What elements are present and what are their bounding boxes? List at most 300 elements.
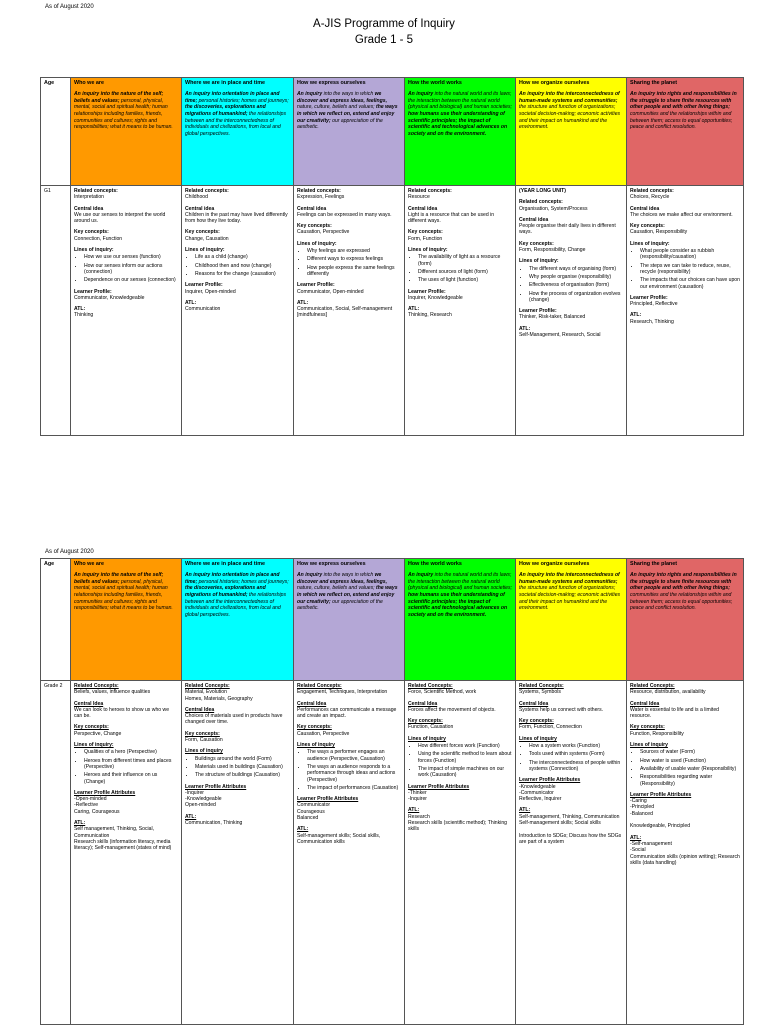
section-text: Choices of materials used in products have changed over time.	[185, 713, 283, 726]
date-stamp-top: As of August 2020	[45, 4, 94, 10]
section-heading: Central idea	[185, 205, 215, 212]
theme-description-part: we discover and express ideas, feelings,	[297, 91, 388, 104]
theme-description-part: An inquiry into rights and responsibilities in the struggle to share finite resources with other people and with other living things;	[630, 91, 737, 111]
theme-header	[294, 78, 405, 186]
section-heading: ATL:	[630, 834, 642, 841]
theme-description-part: the ways in which we reflect on, extend and enjoy our creativity;	[297, 585, 398, 605]
section-heading: Central Idea	[185, 706, 215, 713]
section-heading: ATL:	[408, 807, 420, 814]
list-item: • Heroes from different times and places (Perspective)	[84, 758, 178, 771]
unit-cell	[294, 681, 405, 1025]
theme-description-part: we discover and express ideas, feelings,	[297, 572, 388, 585]
theme-header	[627, 78, 744, 186]
theme-description-part: personal histories; homes and journeys;	[198, 578, 289, 585]
theme-header	[627, 559, 744, 681]
theme-description-part: An inquiry	[408, 91, 435, 98]
theme-description-part: how humans use their understanding of scientific principles; the impact of scientific and technological advances on society and on the environment.	[408, 111, 508, 137]
section-text: Children in the past may have lived differently from how they live today.	[185, 211, 288, 225]
section-heading: ATL:	[408, 306, 420, 313]
grade-label: Grade 2	[41, 681, 71, 1025]
section-heading: Central idea	[74, 205, 104, 212]
section-heading: Learner Profile Attributes	[630, 791, 692, 798]
unit-cell	[71, 186, 182, 436]
section-text: Beliefs, values, influence qualities	[74, 689, 151, 696]
theme-name: Sharing the planet	[630, 561, 678, 567]
section-heading: Central Idea	[408, 700, 438, 707]
theme-name: How we express ourselves	[297, 561, 366, 567]
unit-cell	[627, 681, 744, 1025]
lines-of-inquiry-list	[408, 254, 512, 283]
list-item: • Different sources of light (form)	[418, 269, 512, 275]
section-heading: ATL:	[297, 826, 309, 833]
section-text: -Communicator	[519, 789, 554, 796]
section-text: Reflective, Inquirer	[519, 796, 562, 803]
section-heading: Lines of inquiry	[519, 735, 557, 742]
theme-description	[294, 88, 404, 134]
section-text: Connection, Function	[74, 235, 123, 242]
page-title: A-JIS Programme of Inquiry	[313, 18, 455, 30]
section-text: The choices we make affect our environment.	[630, 211, 733, 218]
section-heading: Key concepts:	[519, 718, 554, 725]
section-heading: Central Idea	[630, 700, 660, 707]
theme-header	[71, 559, 182, 681]
section-text: -Inquirer	[185, 789, 204, 796]
list-item: • What people consider as rubbish (responsibility/causation)	[640, 248, 740, 261]
theme-description	[516, 88, 626, 134]
unit-cell	[627, 186, 744, 436]
section-text: Communication, Thinking	[185, 820, 243, 827]
section-heading: Learner Profile Attributes	[408, 783, 470, 790]
section-heading: Learner Profile:	[297, 282, 335, 289]
section-heading: Key concepts:	[630, 223, 665, 230]
section-text: Communication, Social, Self-management [mindfulness]	[297, 306, 393, 319]
theme-description	[627, 88, 743, 134]
lines-of-inquiry-list	[185, 254, 290, 277]
section-text: -Caring	[630, 798, 647, 805]
section-text: Open-minded	[185, 802, 216, 809]
age-header	[41, 78, 71, 186]
section-heading: Key concepts:	[297, 223, 332, 230]
lines-of-inquiry-list	[519, 266, 623, 303]
theme-description-part: An inquiry into the interconnectedness of human-made systems and communities;	[519, 572, 620, 585]
list-item: • Dependence on our senses (connection)	[84, 277, 178, 283]
section-text: Research, Thinking	[630, 318, 674, 325]
theme-header	[405, 78, 516, 186]
theme-name: Who we are	[74, 561, 104, 567]
section-heading: Related Concepts:	[630, 683, 675, 689]
section-heading: Lines of inquiry:	[74, 247, 114, 254]
list-item: • How a system works (Function)	[529, 743, 623, 749]
section-text: Communicator	[297, 802, 331, 809]
theme-description	[182, 569, 293, 621]
unit-cell	[516, 186, 627, 436]
section-heading: ATL:	[185, 813, 197, 820]
section-text: Forces affect the movement of objects.	[408, 706, 496, 713]
section-heading: Key concepts:	[408, 718, 443, 725]
list-item: • The ways an audience responds to a performance through ideas and actions (Perspective)	[307, 764, 401, 783]
section-text: Childhood	[185, 194, 208, 201]
section-heading: Learner Profile Attributes	[74, 789, 136, 796]
list-item: • How the process of organization evolves (change)	[529, 291, 623, 304]
section-heading: Learner Profile Attributes	[519, 777, 581, 784]
section-heading: Lines of inquiry:	[408, 247, 448, 254]
theme-description-part: into the ways in which	[323, 91, 375, 98]
section-text: -Principled	[630, 804, 655, 811]
section-heading: Central Idea	[519, 700, 549, 707]
section-heading: Related Concepts:	[185, 683, 230, 689]
theme-description-part: how humans use their understanding of scientific principles; the impact of scientific and technological advances on society and on the environment.	[408, 592, 508, 618]
theme-header	[516, 78, 627, 186]
page-subtitle: Grade 1 - 5	[354, 34, 414, 46]
section-heading: Related concepts:	[630, 188, 674, 194]
section-text: Self-management skills; Social skills, Communication skills	[297, 832, 381, 845]
section-heading: Key concepts:	[519, 240, 554, 247]
section-heading: Central Idea	[297, 700, 327, 707]
theme-header	[294, 559, 405, 681]
section-heading: Related concepts:	[519, 199, 563, 206]
section-text: Inquirer, Knowledgeable	[408, 294, 463, 301]
section-text: Causation, Perspective	[297, 229, 350, 236]
lines-of-inquiry-list	[185, 756, 290, 779]
section-heading: Related Concepts:	[408, 683, 453, 689]
section-text: Interpretation	[74, 194, 105, 201]
section-text: Resource, distribution, availability	[630, 689, 706, 696]
section-heading: Lines of inquiry	[185, 748, 223, 755]
theme-description-part: nature, culture, beliefs and values;	[297, 104, 377, 111]
section-heading: Key concepts:	[185, 730, 220, 737]
theme-description-part: the structure and function of organizations; societal decision-making; economic activities and their impact on humankind and the environment.	[519, 104, 621, 131]
section-text: -Social	[630, 847, 646, 854]
list-item: • The interconnectedness of people within systems (Connection)	[529, 760, 623, 773]
theme-description-part: our appreciation of the aesthetic.	[297, 117, 383, 131]
theme-name: Sharing the planet	[630, 80, 678, 86]
list-item: • Using the scientific method to learn about forces (Function)	[418, 751, 512, 764]
theme-description-part: An inquiry into rights and responsibilities in the struggle to share finite resources with other people and with other living things;	[630, 572, 737, 592]
age-header	[41, 559, 71, 681]
theme-name: Where we are in place and time	[185, 80, 265, 86]
list-item: • The structure of buildings (Causation)	[195, 772, 290, 778]
section-text: Homes, Materials, Geography	[185, 695, 253, 702]
section-heading: Learner Profile:	[408, 288, 446, 295]
list-item: • The availability of light as a resource (form)	[418, 254, 512, 267]
section-text: Perspective, Change	[74, 730, 122, 737]
section-heading: Central idea	[297, 205, 327, 212]
list-item: • Effectiveness of organisation (form)	[529, 282, 623, 288]
section-heading: ATL:	[185, 299, 197, 306]
section-heading: Lines of inquiry:	[297, 240, 337, 247]
unit-cell	[516, 681, 627, 1025]
list-item: • The different ways of organising (form)	[529, 266, 623, 272]
list-item: • How we use our senses (function)	[84, 254, 178, 260]
theme-description-part: the relationships between and the interconnectedness of individuals and civilizations, from local and global perspectives.	[185, 592, 287, 618]
theme-description-part: the relationships between and the interconnectedness of individuals and civilizations, from local and global perspectives.	[185, 111, 287, 137]
section-heading: Lines of inquiry	[408, 735, 446, 742]
section-heading: Learner Profile:	[519, 308, 557, 315]
theme-description	[627, 569, 743, 615]
theme-description-part: An inquiry	[297, 91, 324, 98]
list-item: • The impact of performances (Causation)	[307, 785, 401, 791]
theme-description-part: communities and the relationships within and between them; access to equal opportunities; peace and conflict resolution.	[630, 111, 733, 131]
list-item: • How different forces work (Function)	[418, 743, 512, 749]
theme-name: How we organize ourselves	[519, 561, 590, 567]
section-text: Form, Responsibility, Change	[519, 247, 586, 254]
section-heading: Central idea	[408, 205, 438, 212]
section-text: Self-Management, Research, Social	[519, 332, 601, 339]
theme-header	[516, 559, 627, 681]
section-heading: Lines of inquiry:	[630, 240, 670, 247]
section-heading: Learner Profile Attributes	[297, 796, 359, 803]
section-text: Research skills (information literacy, media literacy); Self-management (states of mind)	[74, 838, 172, 852]
section-heading: ATL:	[519, 807, 531, 814]
section-heading: Key concepts:	[630, 724, 665, 731]
theme-description-part: personal, physical, mental, social and spiritual health; human relationships including families, friends, communities and cultures; rights and responsibilities; what it means to be human.	[74, 578, 173, 612]
list-item: • The steps we can take to reduce, reuse, recycle (responsibility)	[640, 263, 740, 276]
section-text: Courageous	[297, 808, 325, 815]
section-heading: ATL:	[74, 306, 86, 313]
theme-description	[516, 569, 626, 615]
list-item: • How our senses inform our actions (connection)	[84, 263, 178, 276]
list-item: • Qualities of a hero (Perspective)	[84, 749, 178, 755]
section-heading: Lines of inquiry	[630, 742, 668, 749]
section-heading: Lines of inquiry:	[185, 247, 225, 254]
section-heading: Lines of inquiry:	[74, 742, 114, 749]
section-text: Change, Causation	[185, 235, 229, 242]
section-text: Light is a resource that can be used in different ways.	[408, 211, 495, 225]
theme-description-part: the discoveries, explorations and migrations of humankind;	[185, 104, 266, 118]
section-heading: Central idea	[519, 216, 549, 223]
age-label: Age	[44, 80, 55, 86]
section-heading: ATL:	[519, 325, 531, 332]
list-item: • Materials used in buildings (Causation)	[195, 764, 290, 770]
lines-of-inquiry-list	[408, 743, 512, 778]
theme-header	[405, 559, 516, 681]
list-item: • Different ways to express feelings	[307, 256, 401, 262]
lines-of-inquiry-list	[519, 743, 623, 772]
list-item: • The ways a performer engages an audience (Perspective, Causation)	[307, 749, 401, 762]
lines-of-inquiry-list	[297, 248, 401, 277]
unit-cell	[71, 681, 182, 1025]
section-heading: (YEAR LONG UNIT)	[519, 188, 566, 194]
theme-description-part: An inquiry into the interconnectedness of human-made systems and communities;	[519, 91, 620, 104]
section-text: -Open-minded	[74, 796, 107, 803]
list-item: • Responsibilities regarding water (Responsibility)	[640, 774, 740, 787]
section-text: Organisation, System/Process	[519, 205, 588, 212]
theme-name: Who we are	[74, 80, 104, 86]
section-text: -Self-management	[630, 840, 672, 847]
section-text: Performances can communicate a message and create an impact.	[297, 706, 397, 720]
theme-description	[71, 569, 181, 615]
section-text: -Knowledgeable	[185, 796, 222, 803]
theme-name: How we express ourselves	[297, 80, 366, 86]
theme-header	[71, 78, 182, 186]
list-item: • Tools used within systems (Form)	[529, 751, 623, 757]
theme-description-part: into the natural world and its laws; the interaction between the natural world (physical and biological) and human societies;	[408, 572, 512, 592]
section-text: Systems help us connect with others.	[519, 706, 604, 713]
list-item: • Life as a child (change)	[195, 254, 290, 260]
theme-description-part: An inquiry	[408, 572, 435, 579]
list-item: • Sources of water (Form)	[640, 749, 740, 755]
theme-name: How the world works	[408, 561, 462, 567]
theme-description-part: personal histories; homes and journeys;	[198, 97, 289, 104]
section-text: Caring, Courageous	[74, 808, 120, 815]
section-heading: Key concepts:	[408, 229, 443, 236]
lines-of-inquiry-list	[630, 248, 740, 290]
theme-description-part: the discoveries, explorations and migrations of humankind;	[185, 585, 266, 599]
theme-description-part: the ways in which we reflect on, extend and enjoy our creativity;	[297, 104, 398, 124]
section-text: Resource	[408, 194, 430, 201]
theme-description-part: nature, culture, beliefs and values;	[297, 585, 377, 592]
theme-name: How the world works	[408, 80, 462, 86]
section-text: Causation, Responsibility	[630, 229, 688, 236]
theme-description-part: An inquiry into orientation in place and time;	[185, 91, 280, 104]
list-item: • Childhood then and now (change)	[195, 263, 290, 269]
section-text: Communication	[185, 306, 221, 313]
section-text: Communication skills (opinion writing); Research skills (data handling)	[630, 853, 740, 866]
section-text: -Balanced	[630, 810, 653, 817]
section-text: Communicator, Open-minded	[297, 288, 364, 295]
theme-description-part: An inquiry into the nature of the self; beliefs and values;	[74, 572, 164, 585]
list-item: • Reasons for the change (causation)	[195, 271, 290, 277]
section-text: Feelings can be expressed in many ways.	[297, 211, 392, 218]
section-text: Engagement, Techniques, Interpretation	[297, 689, 388, 696]
section-text: Inquirer, Open-minded	[185, 288, 236, 295]
theme-name: Where we are in place and time	[185, 561, 265, 567]
section-heading: Related concepts:	[74, 188, 118, 194]
section-heading: Lines of inquiry	[297, 742, 335, 749]
section-heading: Related Concepts:	[519, 683, 564, 689]
list-item: • Why people organise (responsibility)	[529, 274, 623, 280]
list-item: • Buildings around the world (Form)	[195, 756, 290, 762]
section-text: We use our senses to interpret the world around us.	[74, 211, 166, 225]
list-item: • Why feelings are expressed	[307, 248, 401, 254]
unit-cell	[405, 186, 516, 436]
theme-header	[182, 78, 294, 186]
list-item: • Availability of usable water (Responsibility)	[640, 766, 740, 772]
theme-header	[182, 559, 294, 681]
section-text: -Thinker	[408, 789, 427, 796]
section-heading: Related concepts:	[185, 188, 229, 194]
section-text: Function, Responsibility	[630, 730, 684, 737]
theme-description	[182, 88, 293, 140]
section-text: Balanced	[297, 815, 319, 822]
section-text: Thinker, Risk-taker, Balanced	[519, 314, 586, 321]
section-heading: Learner Profile Attributes	[185, 783, 247, 790]
section-text: Choices, Recycle	[630, 194, 670, 201]
section-text: Thinking, Research	[408, 312, 452, 319]
section-text: Research	[408, 813, 430, 820]
section-text: Form, Causation	[185, 737, 223, 744]
section-heading: Learner Profile:	[74, 288, 112, 295]
theme-description	[405, 569, 515, 621]
list-item: • How water is used (Function)	[640, 758, 740, 764]
theme-name: How we organize ourselves	[519, 80, 590, 86]
theme-description-part: into the natural world and its laws; the interaction between the natural world (physical and biological) and human societies;	[408, 91, 512, 111]
theme-description-part: the structure and function of organizations; societal decision-making; economic activities and their impact on humankind and the environment.	[519, 585, 621, 612]
section-heading: Learner Profile:	[630, 294, 668, 301]
section-text: Research skills (scientific method); Thinking skills	[408, 820, 507, 833]
section-heading: ATL:	[74, 820, 86, 827]
theme-description-part: An inquiry into the nature of the self; beliefs and values;	[74, 91, 164, 104]
section-text: Principled, Reflective	[630, 301, 678, 308]
unit-cell	[294, 186, 405, 436]
list-item: • The impacts that our choices can have upon our environment (causation)	[640, 277, 740, 290]
lines-of-inquiry-list	[297, 749, 401, 791]
list-item: • The uses of light (function)	[418, 277, 512, 283]
theme-description	[294, 569, 404, 615]
grade-label: G1	[41, 186, 71, 436]
lines-of-inquiry-list	[630, 749, 740, 786]
lines-of-inquiry-list	[74, 254, 178, 283]
section-text: -Inquirer	[408, 796, 427, 803]
section-heading: ATL:	[630, 312, 642, 319]
theme-description-part: into the ways in which	[323, 572, 375, 579]
section-text: Thinking	[74, 312, 94, 319]
date-stamp-bottom: As of August 2020	[45, 549, 94, 555]
section-heading: Key concepts:	[297, 724, 332, 731]
section-heading: Lines of inquiry:	[519, 258, 559, 265]
section-text: Form, Function	[408, 235, 443, 242]
poi-table-grade2	[40, 558, 744, 1025]
section-text: Expression, Feelings	[297, 194, 345, 201]
theme-description	[405, 88, 515, 140]
theme-description-part: An inquiry into orientation in place and time;	[185, 572, 280, 585]
theme-description-part: An inquiry	[297, 572, 324, 579]
theme-description-part: personal, physical, mental, social and spiritual health; human relationships including families, friends, communities and cultures; rights and responsibilities; what it means to be human.	[74, 97, 173, 131]
section-text: People organise their daily lives in different ways.	[519, 223, 616, 236]
section-heading: Related Concepts:	[74, 683, 119, 689]
list-item: • Heroes and their influence on us (Change)	[84, 772, 178, 785]
age-label: Age	[44, 561, 55, 567]
section-heading: Central idea	[630, 205, 660, 212]
section-text: Material, Evolution	[185, 689, 227, 696]
unit-cell	[405, 681, 516, 1025]
unit-cell	[182, 681, 294, 1025]
unit-cell	[182, 186, 294, 436]
section-text: Causation, Perspective	[297, 730, 350, 737]
theme-description-part: our appreciation of the aesthetic.	[297, 598, 383, 612]
section-text: Self management, Thinking, Social, Communication	[74, 826, 155, 839]
section-text: We can look to heroes to show us who we can be.	[74, 706, 170, 720]
section-heading: Key concepts:	[74, 229, 109, 236]
section-heading: Related concepts:	[408, 188, 452, 194]
section-heading: Key concepts:	[74, 724, 109, 731]
section-text: Self-management skills; Social skills	[519, 820, 601, 827]
section-text: Function, Causation	[408, 724, 454, 731]
section-text: -Reflective	[74, 802, 99, 809]
section-text: Knowledgeable, Principled	[630, 823, 691, 830]
section-text: -Knowledgeable	[519, 783, 556, 790]
section-heading: Related concepts:	[297, 188, 341, 194]
theme-description-part: communities and the relationships within and between them; access to equal opportunities; peace and conflict resolution.	[630, 592, 733, 612]
section-heading: Key concepts:	[185, 229, 220, 236]
section-heading: Learner Profile:	[185, 282, 223, 289]
theme-description	[71, 88, 181, 134]
section-heading: ATL:	[297, 299, 309, 306]
section-text: Form, Function, Connection	[519, 724, 582, 731]
lines-of-inquiry-list	[74, 749, 178, 784]
section-text: Water is essential to life and is a limited resource.	[630, 706, 719, 720]
section-text: Introduction to SDGs; Discuss how the SDGs are part of a system	[519, 832, 622, 845]
list-item: • How people express the same feelings differently	[307, 265, 401, 278]
section-text: Force, Scientific Method, work	[408, 689, 477, 696]
poi-table-grade1	[40, 77, 744, 436]
section-text: Self-management, Thinking, Communication	[519, 813, 620, 820]
section-text: Communicator, Knowledgeable	[74, 294, 145, 301]
section-heading: Central Idea	[74, 700, 104, 707]
list-item: • The impact of simple machines on our work (Causation)	[418, 766, 512, 779]
section-heading: Related Concepts:	[297, 683, 342, 689]
section-text: Systems, Symbols	[519, 689, 561, 696]
